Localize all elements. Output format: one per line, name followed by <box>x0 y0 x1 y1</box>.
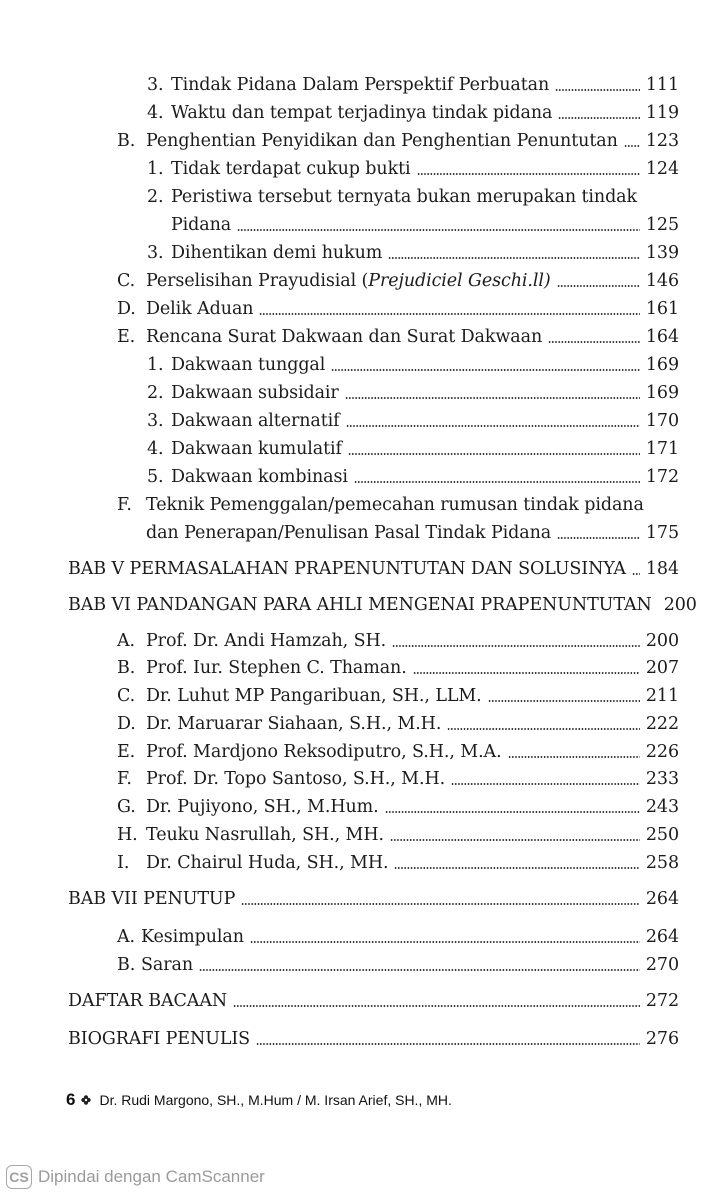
toc-title: Rencana Surat Dakwaan dan Surat Dakwaan <box>146 327 543 347</box>
toc-page-number: 200 <box>663 595 697 615</box>
toc-entry <box>147 438 679 460</box>
toc-marker: G. <box>117 797 136 817</box>
toc-entry <box>147 382 679 404</box>
toc-page-number: 270 <box>645 955 679 975</box>
camscanner-watermark <box>6 1165 265 1189</box>
footer-authors: Dr. Rudi Margono, SH., M.Hum / M. Irsan Arief, SH., MH. <box>99 1092 452 1108</box>
leader-dots <box>237 229 640 231</box>
toc-marker: 4. <box>147 103 164 123</box>
leader-dots <box>390 839 640 841</box>
toc-chapter <box>68 888 679 910</box>
toc-marker: F. <box>117 769 132 789</box>
toc-title: Prof. Iur. Stephen C. Thaman. <box>146 658 407 678</box>
toc-entry <box>117 824 679 846</box>
toc-entry <box>117 685 679 707</box>
toc-chapter <box>68 990 679 1012</box>
toc-marker: 1. <box>147 355 164 375</box>
leader-dots <box>632 573 640 575</box>
leader-dots <box>250 941 640 943</box>
leader-dots <box>557 537 640 539</box>
toc-entry <box>117 954 679 976</box>
toc-title: BIOGRAFI PENULIS <box>68 1029 251 1049</box>
leader-dots <box>417 173 640 175</box>
leader-dots <box>233 1005 640 1007</box>
toc-marker: 4. <box>147 439 164 459</box>
leader-dots <box>346 425 640 427</box>
toc-title: Pidana <box>171 215 232 235</box>
toc-page-number: 171 <box>645 439 679 459</box>
toc-page-number: 119 <box>645 103 679 123</box>
toc-title: Kesimpulan <box>141 927 244 947</box>
toc-page-number: 124 <box>645 159 679 179</box>
toc-entry <box>117 926 679 948</box>
toc-title: BAB V PERMASALAHAN PRAPENUNTUTAN DAN SOLUSINYA <box>68 559 626 579</box>
leader-dots <box>199 969 640 971</box>
leader-dots <box>447 728 640 730</box>
toc-title: Dihentikan demi hukum <box>171 243 383 263</box>
toc-entry <box>117 270 679 292</box>
toc-entry <box>117 657 679 679</box>
toc-title <box>146 270 551 292</box>
toc-chapter <box>68 558 679 580</box>
footer-page-number: 6 <box>66 1090 76 1109</box>
toc-page-number: 250 <box>645 825 679 845</box>
camscanner-logo-icon: CS <box>6 1165 32 1189</box>
toc-marker: B. <box>117 955 136 975</box>
toc-entry <box>117 494 679 516</box>
toc-title: dan Penerapan/Penulisan Pasal Tindak Pidana <box>146 523 552 543</box>
toc-page-number: 172 <box>645 467 679 487</box>
flower-icon <box>81 1095 91 1105</box>
toc-title: Prof. Dr. Topo Santoso, S.H., M.H. <box>146 769 446 789</box>
leader-dots <box>558 117 640 119</box>
toc-page-number: 161 <box>645 299 679 319</box>
toc-entry <box>147 410 679 432</box>
toc-title: Dakwaan subsidair <box>171 383 339 403</box>
toc-page-number: 211 <box>645 686 679 706</box>
toc-chapter <box>68 594 697 616</box>
leader-dots <box>388 257 640 259</box>
leader-dots <box>488 700 640 702</box>
toc-page-number: 258 <box>645 853 679 873</box>
toc-page-number: 200 <box>645 631 679 651</box>
toc-entry <box>117 326 679 348</box>
toc-marker: 2. <box>147 383 164 403</box>
toc-marker: H. <box>117 825 138 845</box>
toc-marker: B. <box>117 131 136 151</box>
toc-title: Dr. Chairul Huda, SH., MH. <box>146 853 389 873</box>
toc-page-number: 272 <box>645 991 679 1011</box>
toc-page-number: 146 <box>645 271 679 291</box>
toc-page-number: 169 <box>645 355 679 375</box>
toc-page-number: 233 <box>645 769 679 789</box>
leader-dots <box>345 397 640 399</box>
toc-title-italic: Prejudiciel Geschi.ll) <box>368 271 551 291</box>
toc-marker: B. <box>117 658 136 678</box>
toc-title: BAB VII PENUTUP <box>68 889 236 909</box>
leader-dots <box>413 672 640 674</box>
toc-marker: E. <box>117 742 136 762</box>
leader-dots <box>557 285 640 287</box>
toc-page-number: 264 <box>645 927 679 947</box>
toc-title: Tindak Pidana Dalam Perspektif Perbuatan <box>171 75 550 95</box>
toc-page-number: 276 <box>645 1029 679 1049</box>
toc-entry <box>147 466 679 488</box>
toc-entry <box>117 852 679 874</box>
toc-chapter <box>68 1028 679 1050</box>
leader-dots <box>241 903 640 905</box>
toc-title: Prof. Mardjono Reksodiputro, S.H., M.A. <box>146 742 502 762</box>
toc-marker: F. <box>117 495 132 515</box>
toc-entry <box>117 796 679 818</box>
leader-dots <box>392 645 640 647</box>
toc-entry <box>147 242 679 264</box>
toc-page-number: 164 <box>645 327 679 347</box>
toc-entry <box>147 74 679 96</box>
page-footer <box>66 1090 452 1110</box>
toc-title: Dakwaan alternatif <box>171 411 340 431</box>
toc-marker: I. <box>117 853 130 873</box>
leader-dots <box>259 313 639 315</box>
camscanner-text: Dipindai dengan CamScanner <box>38 1167 265 1186</box>
toc-page-number: 123 <box>645 131 679 151</box>
leader-dots <box>348 453 640 455</box>
toc-title: Dakwaan tunggal <box>171 355 326 375</box>
toc-entry <box>147 102 679 124</box>
toc-title: Waktu dan tempat terjadinya tindak pidana <box>171 103 553 123</box>
toc-marker: 2. <box>147 187 164 207</box>
toc-title: Tidak terdapat cukup bukti <box>171 159 411 179</box>
toc-marker: A. <box>117 631 136 651</box>
toc-entry <box>147 354 679 376</box>
toc-page-number: 139 <box>645 243 679 263</box>
toc-title: Delik Aduan <box>146 299 254 319</box>
toc-page-number: 175 <box>645 523 679 543</box>
toc-page-number: 222 <box>645 714 679 734</box>
toc-marker: A. <box>117 927 136 947</box>
leader-dots <box>508 756 640 758</box>
toc-entry <box>147 158 679 180</box>
toc-marker: E. <box>117 327 136 347</box>
toc-title: DAFTAR BACAAN <box>68 991 228 1011</box>
toc-marker: C. <box>117 271 136 291</box>
toc-entry <box>117 630 679 652</box>
toc-title: Teuku Nasrullah, SH., MH. <box>146 825 384 845</box>
toc-entry <box>117 768 679 790</box>
toc-entry <box>147 186 679 208</box>
toc-page-number: 125 <box>645 215 679 235</box>
leader-dots <box>624 145 640 147</box>
toc-title-text: Perselisihan Prayudisial ( <box>146 271 369 291</box>
toc-title: Peristiwa tersebut ternyata bukan merupakan tindak <box>171 187 638 207</box>
toc-entry <box>117 713 679 735</box>
leader-dots <box>555 89 640 91</box>
leader-dots <box>451 783 640 785</box>
leader-dots <box>548 341 640 343</box>
leader-dots <box>256 1043 640 1045</box>
leader-dots <box>385 811 640 813</box>
toc-marker: 3. <box>147 75 164 95</box>
toc-page-number: 184 <box>645 559 679 579</box>
toc-marker: D. <box>117 714 136 734</box>
toc-page-number: 264 <box>645 889 679 909</box>
toc-marker: 5. <box>147 467 164 487</box>
toc-title: Prof. Dr. Andi Hamzah, SH. <box>146 631 387 651</box>
toc-page-number: 111 <box>645 75 679 95</box>
toc-entry <box>117 298 679 320</box>
toc-marker: 3. <box>147 411 164 431</box>
toc-title: Dakwaan kumulatif <box>171 439 342 459</box>
toc-entry-continuation <box>146 522 679 544</box>
toc-page-number: 170 <box>645 411 679 431</box>
toc-title: BAB VI PANDANGAN PARA AHLI MENGENAI PRAPENUNTUTAN <box>68 595 652 615</box>
toc-page-number: 169 <box>645 383 679 403</box>
toc-title: Dr. Maruarar Siahaan, S.H., M.H. <box>146 714 442 734</box>
toc-title: Dr. Luhut MP Pangaribuan, SH., LLM. <box>146 686 482 706</box>
toc-title: Saran <box>141 955 193 975</box>
toc-title: Teknik Pemenggalan/pemecahan rumusan tindak pidana <box>146 495 644 515</box>
leader-dots <box>354 481 640 483</box>
toc-page-number: 207 <box>645 658 679 678</box>
toc-page-number: 226 <box>645 742 679 762</box>
toc-entry <box>117 741 679 763</box>
toc-entry <box>117 130 679 152</box>
toc-marker: D. <box>117 299 136 319</box>
toc-page-number: 243 <box>645 797 679 817</box>
leader-dots <box>394 867 639 869</box>
leader-dots <box>331 369 640 371</box>
toc-title: Penghentian Penyidikan dan Penghentian Penuntutan <box>146 131 618 151</box>
toc-marker: C. <box>117 686 136 706</box>
toc-marker: 3. <box>147 243 164 263</box>
toc-title: Dakwaan kombinasi <box>171 467 348 487</box>
toc-entry-continuation <box>171 214 679 236</box>
toc-title: Dr. Pujiyono, SH., M.Hum. <box>146 797 379 817</box>
toc-marker: 1. <box>147 159 164 179</box>
